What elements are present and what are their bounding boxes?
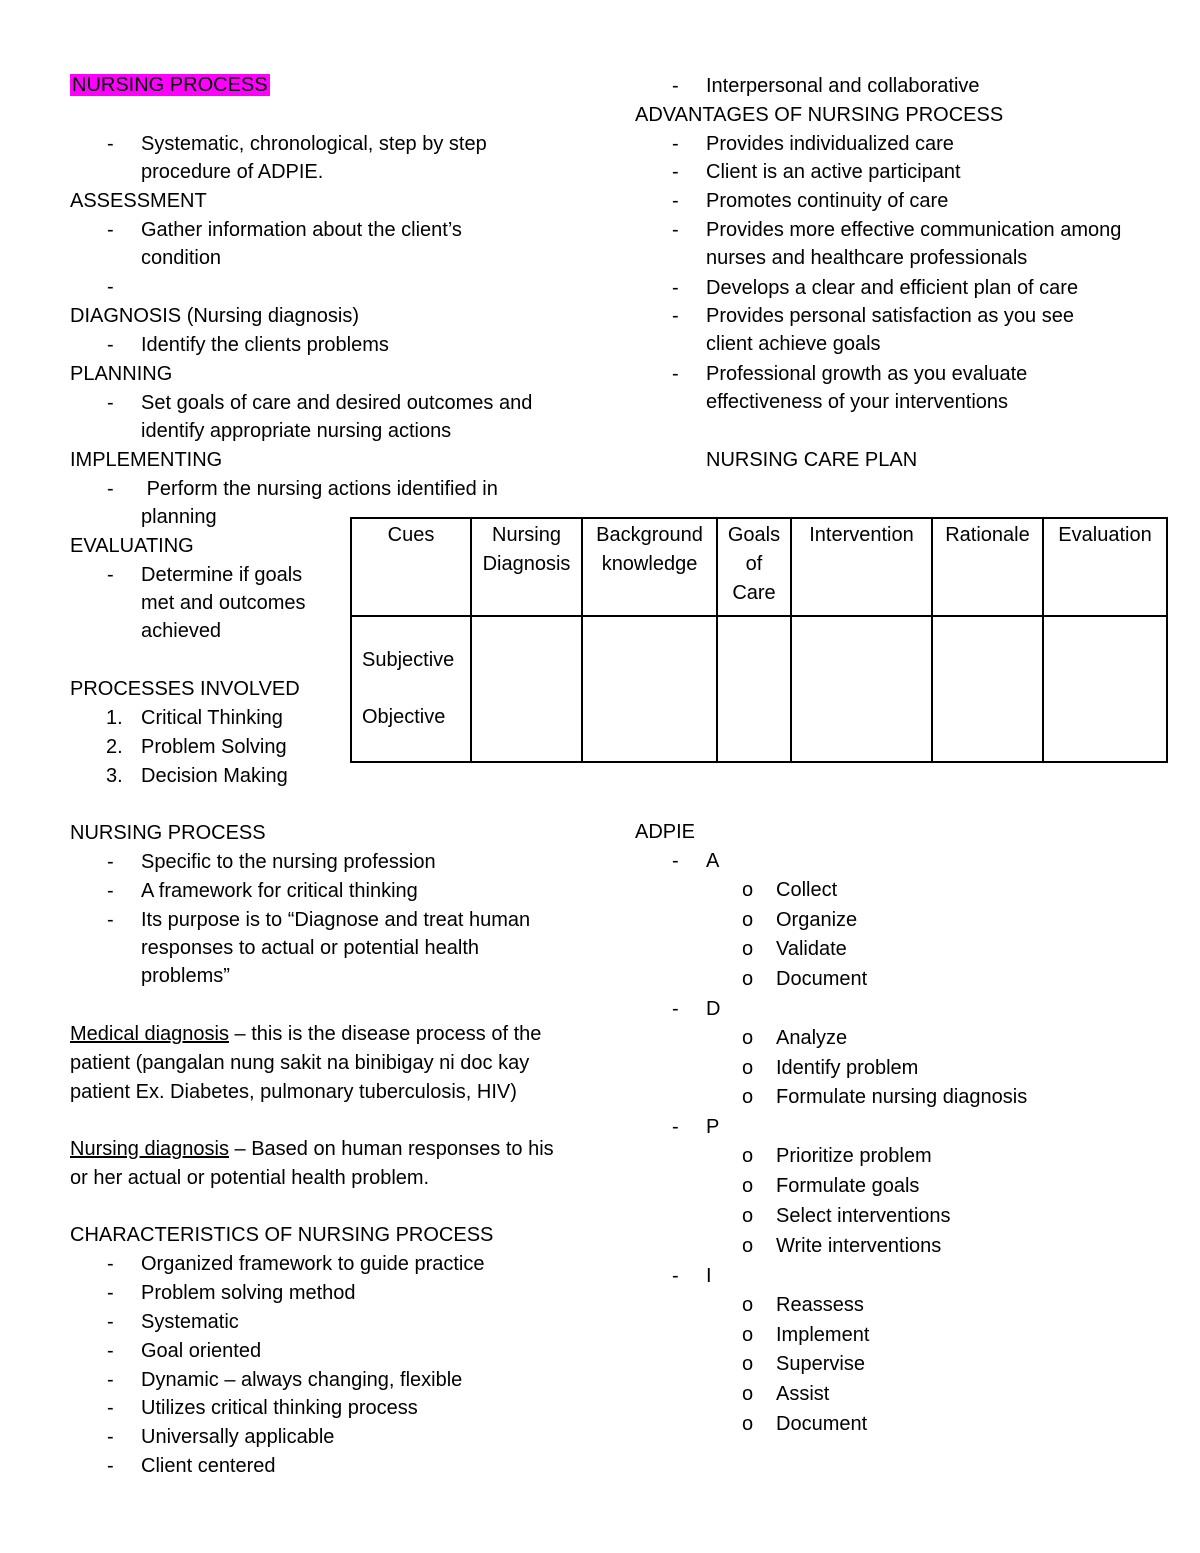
list-item: 1. Critical Thinking (106, 707, 283, 729)
section-heading-assessment: ASSESSMENT (70, 190, 207, 212)
table-row (351, 616, 1167, 762)
section-heading-planning: PLANNING (70, 363, 173, 385)
table-header-row (351, 518, 1167, 616)
section-heading-diagnosis: DIAGNOSIS (Nursing diagnosis) (70, 305, 359, 327)
page-title: NURSING PROCESS (72, 74, 268, 96)
section-heading-adpie: ADPIE (635, 821, 696, 843)
adpie-letter-i: - I (672, 1265, 712, 1287)
column-header: Nursing Diagnosis (471, 518, 582, 616)
list-item: o Document (742, 1413, 868, 1435)
list-item: o Formulate nursing diagnosis (742, 1086, 1028, 1108)
list-item: o Identify problem (742, 1057, 919, 1079)
table-cell (471, 616, 582, 762)
adpie-letter-a: - A (672, 850, 720, 872)
section-heading-advantages: ADVANTAGES OF NURSING PROCESS (635, 104, 1004, 126)
table-cell (1043, 616, 1167, 762)
section-heading-implementing: IMPLEMENTING (70, 449, 223, 471)
medical-diagnosis-term: Medical diagnosis (70, 1023, 229, 1045)
list-item: 2. Problem Solving (106, 736, 287, 758)
list-item: o Assist (742, 1383, 830, 1405)
column-header: Goals of Care (717, 518, 791, 616)
list-item: o Formulate goals (742, 1175, 920, 1197)
adpie-letter-p: - P (672, 1116, 720, 1138)
section-heading-evaluating: EVALUATING (70, 535, 194, 557)
column-header: Rationale (932, 518, 1043, 616)
list-item: o Analyze (742, 1027, 848, 1049)
list-item: o Reassess (742, 1294, 864, 1316)
list-item: o Validate (742, 938, 847, 960)
list-item: o Supervise (742, 1353, 865, 1375)
list-item: o Implement (742, 1324, 870, 1346)
care-plan-title: NURSING CARE PLAN (706, 449, 918, 471)
medical-diagnosis-definition: Medical diagnosis – this is the disease process of the patient (pangalan nung sakit na binibigay ni doc kay patient Ex. Diabetes, pulmonary tuberculosis, HIV) (70, 1023, 542, 1103)
table-cell (582, 616, 717, 762)
table-cell (717, 616, 791, 762)
column-header: Intervention (791, 518, 932, 616)
list-item: o Select interventions (742, 1205, 951, 1227)
column-header: Background knowledge (582, 518, 717, 616)
table-cell (932, 616, 1043, 762)
column-header: Evaluation (1043, 518, 1167, 616)
list-item: o Prioritize problem (742, 1145, 932, 1167)
cue-objective: Objective (362, 706, 446, 728)
nursing-diagnosis-term: Nursing diagnosis (70, 1138, 229, 1160)
care-plan-table (350, 517, 1168, 763)
table-cell-cues (351, 616, 471, 762)
list-item: o Collect (742, 879, 838, 901)
table-cell (791, 616, 932, 762)
section-heading-processes: PROCESSES INVOLVED (70, 678, 300, 700)
list-item: o Write interventions (742, 1235, 942, 1257)
section-heading-nursing-process: NURSING PROCESS (70, 822, 266, 844)
adpie-letter-d: - D (672, 998, 721, 1020)
list-item: 3. Decision Making (106, 765, 288, 787)
section-heading-characteristics: CHARACTERISTICS OF NURSING PROCESS (70, 1224, 494, 1246)
column-header: Cues (351, 518, 471, 616)
nursing-diagnosis-definition: Nursing diagnosis – Based on human responses to his or her actual or potential health problem. (70, 1138, 554, 1189)
list-item: o Document (742, 968, 868, 990)
list-item: o Organize (742, 909, 858, 931)
cue-subjective: Subjective (362, 649, 455, 671)
